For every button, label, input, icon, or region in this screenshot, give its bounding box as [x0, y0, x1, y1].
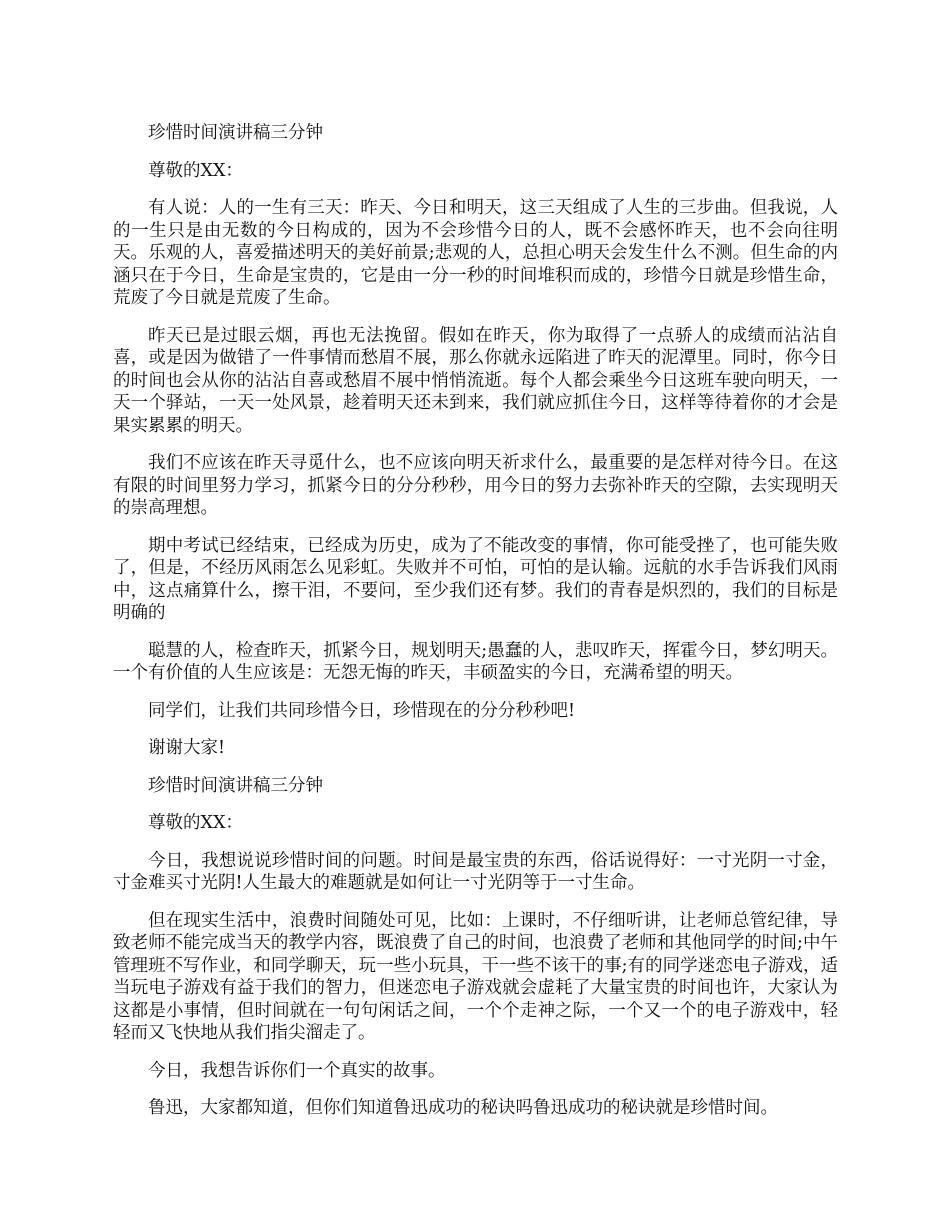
- document-body: [113, 122, 838, 1135]
- body-paragraph: 我们不应该在昨天寻觅什么，也不应该向明天祈求什么，最重要的是怎样对待今日。在这有限的时间里努力学习，抓紧今日的分分秒秒，用今日的努力去弥补昨天的空隙，去实现明天的崇高理想。: [113, 453, 838, 518]
- body-paragraph: 昨天已是过眼云烟，再也无法挽留。假如在昨天，你为取得了一点骄人的成绩而沾沾自喜，或是因为做错了一件事情而愁眉不展，那么你就永远陷进了昨天的泥潭里。同时，你今日的时间也会从你的沾沾自喜或愁眉不展中悄悄流逝。每个人都会乘坐今日这班车驶向明天，一天一个驿站，一天一处风景，趁着明天还未到来，我们就应抓住今日，这样等待着你的才会是果实累累的明天。: [113, 325, 838, 436]
- body-paragraph: 期中考试已经结束，已经成为历史，成为了不能改变的事情，你可能受挫了，也可能失败了，但是，不经历风雨怎么见彩虹。失败并不可怕，可怕的是认输。远航的水手告诉我们风雨中，这点痛算什么，擦干泪，不要问，至少我们还有梦。我们的青春是炽烈的，我们的目标是明确的: [113, 535, 838, 623]
- speech-title: 珍惜时间演讲稿三分钟: [148, 775, 323, 796]
- salutation: 尊敬的XX：: [148, 813, 243, 833]
- closing-thanks: 谢谢大家!: [148, 738, 226, 758]
- body-paragraph: 聪慧的人，检查昨天，抓紧今日，规划明天;愚蠢的人，悲叹昨天，挥霍今日，梦幻明天。一个有价值的人生应该是：无怨无悔的昨天，丰硕盈实的今日，充满希望的明天。: [113, 640, 838, 683]
- body-paragraph: 鲁迅，大家都知道，但你们知道鲁迅成功的秘诀吗鲁迅成功的秘诀就是珍惜时间。: [148, 1098, 778, 1118]
- body-paragraph: 今日，我想说说珍惜时间的问题。时间是最宝贵的东西，俗话说得好：一寸光阴一寸金，寸金难买寸光阴!人生最大的难题就是如何让一寸光阴等于一寸生命。: [113, 850, 838, 893]
- speech-title: 珍惜时间演讲稿三分钟: [148, 123, 323, 143]
- body-paragraph: 今日，我想告诉你们一个真实的故事。: [148, 1060, 446, 1081]
- salutation: 尊敬的XX：: [148, 160, 243, 181]
- body-paragraph: 同学们，让我们共同珍惜今日，珍惜现在的分分秒秒吧!: [148, 700, 576, 721]
- body-paragraph: 但在现实生活中，浪费时间随处可见，比如：上课时，不仔细听讲，让老师总管纪律，导致老师不能完成当天的教学内容，既浪费了自己的时间，也浪费了老师和其他同学的时间;中午管理班不写作业，和同学聊天，玩一些小玩具，干一些不该干的事;有的同学迷恋电子游戏，适当玩电子游戏有益于我们的智力，但迷恋电子游戏就会虚耗了大量宝贵的时间也许，大家认为这都是小事情，但时间就在一句句闲话之间，一个个走神之际，一个又一个的电子游戏中，轻轻而又飞快地从我们指尖溜走了。: [113, 910, 838, 1043]
- body-paragraph: 有人说：人的一生有三天：昨天、今日和明天，这三天组成了人生的三步曲。但我说，人的一生只是由无数的今日构成的，因为不会珍惜今日的人，既不会感怀昨天，也不会向往明天。乐观的人，喜爱描述明天的美好前景;悲观的人，总担心明天会发生什么不测。但生命的内涵只在于今日，生命是宝贵的，它是由一分一秒的时间堆积而成的，珍惜今日就是珍惜生命，荒废了今日就是荒废了生命。: [113, 198, 838, 308]
